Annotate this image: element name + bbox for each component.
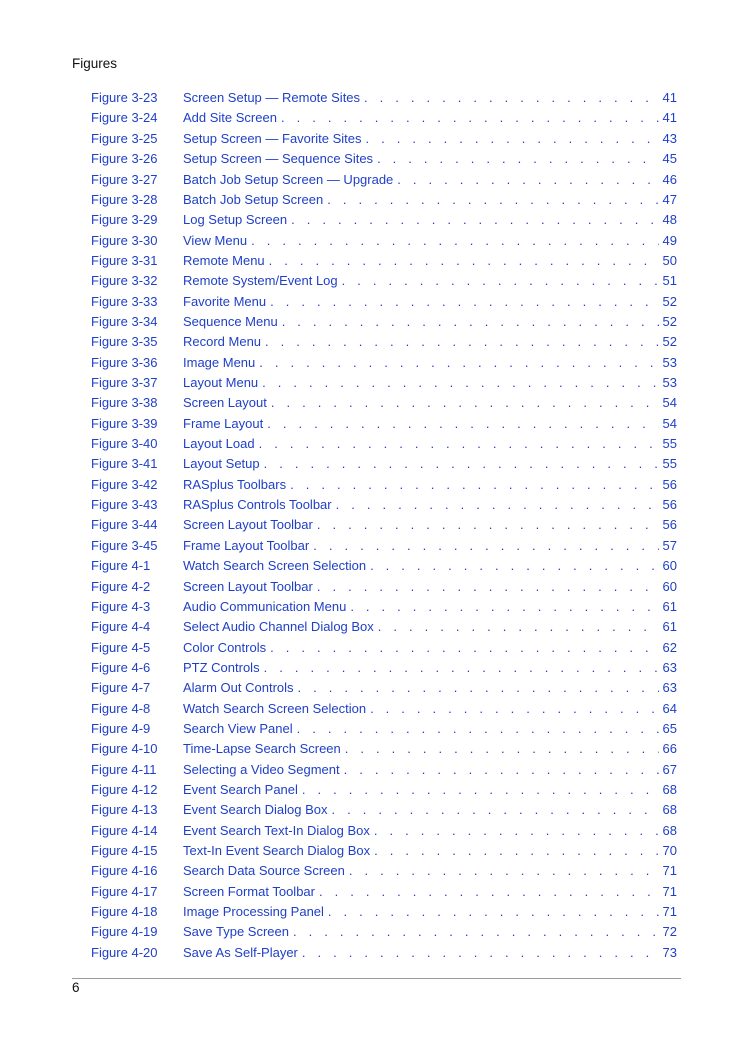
page-ref: 64: [662, 700, 677, 716]
dot-leader: [302, 780, 659, 800]
figure-number-link[interactable]: Figure 4-11: [91, 761, 157, 777]
list-item: [0, 902, 752, 922]
page-ref: 55: [662, 436, 677, 452]
page-ref: 62: [662, 639, 677, 655]
figure-number-link[interactable]: Figure 4-1: [91, 558, 151, 574]
figure-title: Image Menu: [183, 354, 256, 370]
page-ref: 54: [662, 395, 677, 411]
figure-number-link[interactable]: Figure 4-4: [91, 619, 151, 635]
figure-entry-link[interactable]: [183, 495, 677, 515]
figure-number-link[interactable]: Figure 3-38: [91, 395, 158, 411]
figure-number-link[interactable]: Figure 4-12: [91, 782, 158, 798]
list-item: [0, 576, 752, 596]
figure-title: Setup Screen — Sequence Sites: [183, 151, 374, 167]
figure-title: Alarm Out Controls: [183, 680, 294, 696]
figure-number-link[interactable]: Figure 3-35: [91, 334, 158, 350]
figure-entry-link[interactable]: [183, 780, 677, 800]
figure-title: Record Menu: [183, 334, 262, 350]
figure-entry-link[interactable]: [183, 251, 677, 271]
dot-leader: [336, 495, 659, 515]
figure-entry-link[interactable]: [183, 556, 677, 576]
list-item: [0, 821, 752, 841]
figure-number-link[interactable]: Figure 4-13: [91, 802, 158, 818]
page-ref: 47: [662, 191, 677, 207]
dot-leader: [344, 760, 659, 780]
figure-title: Search View Panel: [183, 720, 293, 736]
figure-entry-link[interactable]: [183, 332, 677, 352]
figure-title: Selecting a Video Segment: [183, 761, 340, 777]
list-item: [0, 271, 752, 291]
page-ref: 61: [662, 619, 677, 635]
figure-number-link[interactable]: Figure 3-26: [91, 151, 158, 167]
list-item: [0, 556, 752, 576]
figure-entry-link[interactable]: [183, 821, 677, 841]
page-ref: 71: [662, 863, 677, 879]
figure-title: Batch Job Setup Screen — Upgrade: [183, 171, 394, 187]
figure-entry-link[interactable]: [183, 170, 677, 190]
figure-number-link[interactable]: Figure 3-25: [91, 130, 158, 146]
list-item: [0, 312, 752, 332]
figure-title: Add Site Screen: [183, 110, 277, 126]
figure-entry-link[interactable]: [183, 882, 677, 902]
list-item: [0, 760, 752, 780]
list-item: [0, 841, 752, 861]
figure-number-link[interactable]: Figure 3-43: [91, 497, 158, 513]
figure-entry-link[interactable]: [183, 108, 677, 128]
figure-title: Log Setup Screen: [183, 212, 288, 228]
figure-title: Save Type Screen: [183, 924, 289, 940]
page-ref: 49: [662, 232, 677, 248]
figure-number-link[interactable]: Figure 3-42: [91, 476, 158, 492]
list-item: [0, 495, 752, 515]
figure-title: Color Controls: [183, 639, 267, 655]
dot-leader: [290, 475, 658, 495]
figure-number-link[interactable]: Figure 3-30: [91, 232, 158, 248]
dot-leader: [313, 536, 658, 556]
figure-entry-link[interactable]: [183, 475, 677, 495]
list-item: [0, 332, 752, 352]
page-ref: 68: [662, 822, 677, 838]
page-ref: 48: [662, 212, 677, 228]
figure-entry-link[interactable]: [183, 800, 677, 820]
page-ref: 71: [662, 883, 677, 899]
figure-title: Event Search Panel: [183, 782, 298, 798]
figure-title: Remote Menu: [183, 252, 265, 268]
dot-leader: [317, 577, 659, 597]
page-ref: 56: [662, 517, 677, 533]
page-ref: 66: [662, 741, 677, 757]
figure-entry-link[interactable]: [183, 719, 677, 739]
figure-entry-link[interactable]: [183, 190, 677, 210]
figure-title: Batch Job Setup Screen: [183, 191, 324, 207]
page-ref: 46: [662, 171, 677, 187]
figure-number-link[interactable]: Figure 3-31: [91, 252, 158, 268]
page-ref: 56: [662, 476, 677, 492]
figure-entry-link[interactable]: [183, 373, 677, 393]
list-item: [0, 169, 752, 189]
figure-entry-link[interactable]: [183, 760, 677, 780]
list-item: [0, 88, 752, 108]
figure-entry-link[interactable]: [183, 515, 677, 535]
list-item: [0, 678, 752, 698]
list-item: [0, 922, 752, 942]
figure-number-link[interactable]: Figure 3-32: [91, 273, 158, 289]
figure-title: Screen Layout Toolbar: [183, 517, 313, 533]
figure-title: PTZ Controls: [183, 659, 260, 675]
figure-number-link[interactable]: Figure 3-41: [91, 456, 158, 472]
page-ref: 67: [662, 761, 677, 777]
figure-title: Save As Self-Player: [183, 944, 298, 960]
page-ref: 52: [662, 293, 677, 309]
figure-number-link[interactable]: Figure 3-23: [91, 90, 158, 106]
page-ref: 63: [662, 680, 677, 696]
list-item: [0, 882, 752, 902]
figure-entry-link[interactable]: [183, 454, 677, 474]
dot-leader: [270, 292, 658, 312]
dot-leader: [265, 332, 658, 352]
figure-title: Screen Format Toolbar: [183, 883, 315, 899]
figure-number-link[interactable]: Figure 3-33: [91, 293, 158, 309]
list-item: [0, 536, 752, 556]
list-item: [0, 108, 752, 128]
figure-title: Event Search Dialog Box: [183, 802, 328, 818]
figure-entry-link[interactable]: [183, 231, 677, 251]
dot-leader: [267, 414, 658, 434]
page-ref: 61: [662, 598, 677, 614]
figure-title: Event Search Text-In Dialog Box: [183, 822, 370, 838]
dot-leader: [332, 800, 659, 820]
running-header: Figures: [72, 56, 118, 71]
dot-leader: [327, 190, 658, 210]
list-item: [0, 800, 752, 820]
figure-number-link[interactable]: Figure 4-8: [91, 700, 151, 716]
figure-entry-link[interactable]: [183, 597, 677, 617]
figure-number-link[interactable]: Figure 4-16: [91, 863, 158, 879]
dot-leader: [282, 312, 659, 332]
list-item: [0, 739, 752, 759]
list-item: [0, 292, 752, 312]
figure-title: RASplus Toolbars: [183, 476, 287, 492]
page-ref: 63: [662, 659, 677, 675]
figure-number-link[interactable]: Figure 4-14: [91, 822, 158, 838]
figure-title: Screen Setup — Remote Sites: [183, 90, 361, 106]
figure-entry-link[interactable]: [183, 292, 677, 312]
page-ref: 53: [662, 354, 677, 370]
figure-title: Frame Layout: [183, 415, 264, 431]
page-ref: 41: [662, 90, 677, 106]
figure-title: Audio Communication Menu: [183, 598, 347, 614]
list-item: [0, 129, 752, 149]
dot-leader: [259, 353, 658, 373]
figure-title: RASplus Controls Toolbar: [183, 497, 332, 513]
figure-number-link[interactable]: Figure 3-39: [91, 415, 158, 431]
list-item: [0, 414, 752, 434]
dot-leader: [374, 821, 659, 841]
list-item: [0, 251, 752, 271]
figure-entry-link[interactable]: [183, 149, 677, 169]
list-item: [0, 149, 752, 169]
page-ref: 56: [662, 497, 677, 513]
figure-entry-link[interactable]: [183, 312, 677, 332]
figure-entry-link[interactable]: [183, 617, 677, 637]
dot-leader: [298, 678, 659, 698]
list-item: [0, 861, 752, 881]
dot-leader: [350, 597, 658, 617]
figure-number-link[interactable]: Figure 4-17: [91, 883, 158, 899]
figure-number-link[interactable]: Figure 3-37: [91, 375, 158, 391]
figure-number-link[interactable]: Figure 3-44: [91, 517, 158, 533]
figure-number-link[interactable]: Figure 4-9: [91, 720, 151, 736]
figure-entry-link[interactable]: [183, 678, 677, 698]
figure-entry-link[interactable]: [183, 943, 677, 963]
figure-title: Sequence Menu: [183, 313, 278, 329]
dot-leader: [374, 841, 658, 861]
dot-leader: [297, 719, 659, 739]
figure-entry-link[interactable]: [183, 414, 677, 434]
list-item: [0, 658, 752, 678]
figure-title: Layout Load: [183, 436, 255, 452]
figure-title: Select Audio Channel Dialog Box: [183, 619, 374, 635]
list-item: [0, 515, 752, 535]
figure-title: Search Data Source Screen: [183, 863, 345, 879]
dot-leader: [270, 638, 658, 658]
list-item: [0, 617, 752, 637]
figure-title: Screen Layout Toolbar: [183, 578, 313, 594]
figure-number-link[interactable]: Figure 4-20: [91, 944, 158, 960]
figure-entry-link[interactable]: [183, 902, 677, 922]
figure-number-link[interactable]: Figure 4-6: [91, 659, 151, 675]
page-ref: 43: [662, 130, 677, 146]
list-item: [0, 699, 752, 719]
figure-entry-link[interactable]: [183, 638, 677, 658]
dot-leader: [349, 861, 659, 881]
figure-number-link[interactable]: Figure 4-18: [91, 904, 158, 920]
list-item: [0, 393, 752, 413]
dot-leader: [345, 739, 659, 759]
list-item: [0, 475, 752, 495]
footer-rule: [72, 978, 681, 979]
list-item: [0, 373, 752, 393]
figure-number-link[interactable]: Figure 3-29: [91, 212, 158, 228]
figure-entry-link[interactable]: [183, 536, 677, 556]
figure-entry-link[interactable]: [183, 841, 677, 861]
dot-leader: [281, 108, 659, 128]
list-item: [0, 210, 752, 230]
figure-entry-link[interactable]: [183, 922, 677, 942]
dot-leader: [365, 129, 658, 149]
figure-number-link[interactable]: Figure 4-3: [91, 598, 151, 614]
figure-title: Time-Lapse Search Screen: [183, 741, 341, 757]
figure-number-link[interactable]: Figure 4-15: [91, 843, 158, 859]
figure-title: Setup Screen — Favorite Sites: [183, 130, 362, 146]
figure-number-link[interactable]: Figure 3-24: [91, 110, 158, 126]
figure-entry-link[interactable]: [183, 699, 677, 719]
figure-title: Favorite Menu: [183, 293, 267, 309]
figure-title: Watch Search Screen Selection: [183, 700, 367, 716]
figure-entry-link[interactable]: [183, 861, 677, 881]
page-ref: 45: [662, 151, 677, 167]
figure-title: Remote System/Event Log: [183, 273, 338, 289]
dot-leader: [262, 373, 658, 393]
page-ref: 53: [662, 375, 677, 391]
list-item: [0, 943, 752, 963]
figure-entry-link[interactable]: [183, 129, 677, 149]
figure-entry-link[interactable]: [183, 434, 677, 454]
figure-entry-link[interactable]: [183, 577, 677, 597]
dot-leader: [370, 699, 658, 719]
figure-title: Watch Search Screen Selection: [183, 558, 367, 574]
page-ref: 73: [662, 944, 677, 960]
page-ref: 65: [662, 720, 677, 736]
list-item: [0, 719, 752, 739]
page-ref: 68: [662, 782, 677, 798]
figure-number-link[interactable]: Figure 4-10: [91, 741, 158, 757]
page-ref: 54: [662, 415, 677, 431]
page-ref: 60: [662, 578, 677, 594]
figure-number-link[interactable]: Figure 3-36: [91, 354, 158, 370]
page-ref: 50: [662, 252, 677, 268]
page-ref: 68: [662, 802, 677, 818]
figure-entry-link[interactable]: [183, 210, 677, 230]
page-number: 6: [72, 980, 80, 995]
page-ref: 51: [662, 273, 677, 289]
figure-number-link[interactable]: Figure 3-27: [91, 171, 158, 187]
dot-leader: [317, 515, 659, 535]
figure-number-link[interactable]: Figure 3-28: [91, 191, 158, 207]
figure-number-link[interactable]: Figure 3-45: [91, 537, 158, 553]
figure-title: Screen Layout: [183, 395, 267, 411]
dot-leader: [269, 251, 659, 271]
dot-leader: [397, 170, 658, 190]
dot-leader: [377, 149, 658, 169]
page-ref: 52: [662, 313, 677, 329]
dot-leader: [328, 902, 659, 922]
list-item: [0, 597, 752, 617]
figure-number-link[interactable]: Figure 3-34: [91, 313, 158, 329]
dot-leader: [271, 393, 659, 413]
page-ref: 52: [662, 334, 677, 350]
figure-entry-link[interactable]: [183, 658, 677, 678]
dot-leader: [342, 271, 659, 291]
dot-leader: [370, 556, 658, 576]
list-item: [0, 780, 752, 800]
page-ref: 70: [662, 843, 677, 859]
page-ref: 57: [662, 537, 677, 553]
figure-entry-link[interactable]: [183, 271, 677, 291]
list-item: [0, 637, 752, 657]
list-item: [0, 190, 752, 210]
figure-number-link[interactable]: Figure 4-5: [91, 639, 151, 655]
list-item: [0, 353, 752, 373]
list-item: [0, 230, 752, 250]
list-item: [0, 454, 752, 474]
dot-leader: [251, 231, 658, 251]
figure-title: View Menu: [183, 232, 248, 248]
dot-leader: [319, 882, 659, 902]
dot-leader: [264, 454, 659, 474]
page-ref: 71: [662, 904, 677, 920]
dot-leader: [291, 210, 658, 230]
page-ref: 41: [662, 110, 677, 126]
figure-number-link[interactable]: Figure 4-19: [91, 924, 158, 940]
figure-entry-link[interactable]: [183, 353, 677, 373]
figure-number-link[interactable]: Figure 4-2: [91, 578, 151, 594]
page-ref: 55: [662, 456, 677, 472]
list-item: [0, 434, 752, 454]
figure-number-link[interactable]: Figure 4-7: [91, 680, 151, 696]
figure-title: Frame Layout Toolbar: [183, 537, 310, 553]
figure-title: Layout Setup: [183, 456, 260, 472]
dot-leader: [264, 658, 659, 678]
dot-leader: [302, 943, 659, 963]
dot-leader: [293, 922, 659, 942]
figure-entry-link[interactable]: [183, 393, 677, 413]
dot-leader: [364, 88, 659, 108]
page-ref: 60: [662, 558, 677, 574]
dot-leader: [259, 434, 659, 454]
figure-entry-link[interactable]: [183, 88, 677, 108]
figure-entry-link[interactable]: [183, 739, 677, 759]
dot-leader: [378, 617, 659, 637]
figure-title: Text-In Event Search Dialog Box: [183, 843, 371, 859]
page-ref: 72: [662, 924, 677, 940]
figure-title: Image Processing Panel: [183, 904, 324, 920]
figure-number-link[interactable]: Figure 3-40: [91, 436, 158, 452]
figure-title: Layout Menu: [183, 375, 259, 391]
